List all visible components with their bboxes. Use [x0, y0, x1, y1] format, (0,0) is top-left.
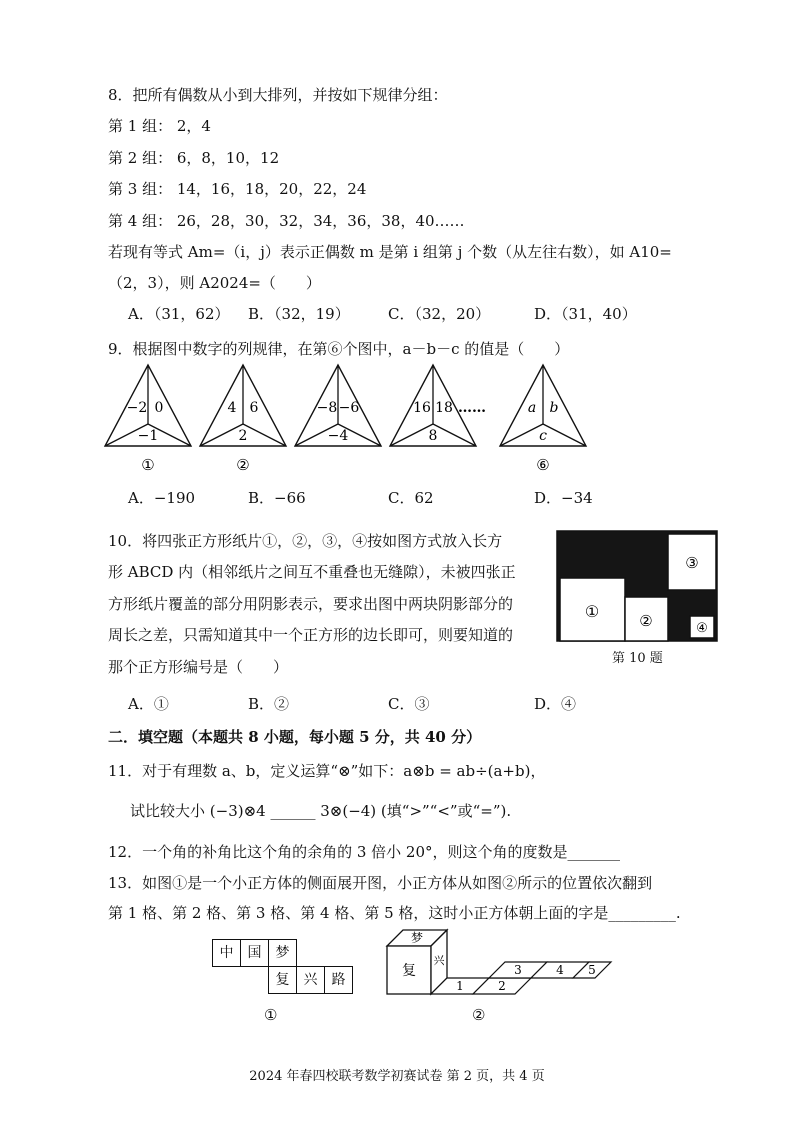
square-1-label: ① — [584, 602, 600, 621]
net-cell-zhong: 中 — [212, 939, 241, 967]
q8-condition-line2: （2，3），则 A2024=（ ） — [108, 274, 321, 292]
q13-line-1: 13．如图①是一个小正方体的侧面展开图，小正方体从如图②所示的位置依次翻到 — [108, 874, 653, 892]
triangle-right-number: b — [549, 400, 559, 416]
triangle-bottom-number: −4 — [327, 428, 349, 444]
q8-group-1: 第 1 组： 2，4 — [108, 117, 211, 135]
q12-line: 12．一个角的补角比这个角的余角的 3 倍小 20°，则这个角的度数是_______ — [108, 843, 621, 861]
ellipsis: …… — [458, 400, 486, 416]
q8-group-4: 第 4 组： 26，28，30，32，34，36，38，40…… — [108, 212, 465, 230]
triangle-left-number: 4 — [227, 400, 237, 416]
triangle-right-number: 0 — [154, 400, 164, 416]
q9-option-a: A．−190 — [128, 489, 196, 507]
roll-cell-number: 1 — [456, 979, 464, 993]
triangle-bottom-number: −1 — [137, 428, 159, 444]
q11-line-2: 试比较大小 (−3)⊗4 ______ 3⊗(−4) (填“>”“<”或“=”). — [130, 802, 512, 820]
square-3-label: ③ — [685, 554, 699, 572]
section-2-title: 二．填空题（本题共 8 小题，每小题 5 分，共 40 分） — [108, 728, 482, 746]
q8-group-3: 第 3 组： 14，16，18，20，22，24 — [108, 180, 367, 198]
q10-line-5: 那个正方形编号是（ ） — [108, 658, 289, 676]
triangle-left-number: −2 — [126, 400, 148, 416]
q8-stem: 8．把所有偶数从小到大排列，并按如下规律分组： — [108, 86, 448, 104]
cube-front-char: 复 — [402, 963, 416, 979]
triangle-figure-label: ⑥ — [536, 456, 550, 474]
triangle-figure-3 — [295, 365, 381, 446]
q10-line-4: 周长之差，只需知道其中一个正方形的边长即可，则要知道的 — [108, 626, 514, 644]
triangle-bottom-number: 2 — [238, 428, 248, 444]
triangle-figure-1 — [105, 365, 191, 474]
q10-option-b: B．② — [248, 695, 290, 713]
q8-condition-line1: 若现有等式 Am=（i，j）表示正偶数 m 是第 i 组第 j 个数（从左往右数），如 A10= — [108, 243, 672, 261]
triangle-figure-5 — [500, 365, 586, 474]
q10-line-1: 10．将四张正方形纸片①，②，③，④按如图方式放入长方 — [108, 532, 503, 550]
q10-line-2: 形 ABCD 内（相邻纸片之间互不重叠也无缝隙），未被四张正 — [108, 563, 516, 581]
net-cell-lu: 路 — [324, 966, 353, 994]
triangle-bottom-number: 8 — [428, 428, 438, 444]
square-4-label: ④ — [696, 621, 708, 636]
q11-line-1: 11．对于有理数 a、b，定义运算“⊗”如下：a⊗b = ab÷(a+b)， — [108, 762, 546, 780]
roll-cell-number: 2 — [498, 979, 506, 993]
q9-option-b: B．−66 — [248, 489, 306, 507]
q10-line-3: 方形纸片覆盖的部分用阴影表示，要求出图中两块阴影部分的 — [108, 595, 514, 613]
q10-rectangle-figure — [556, 530, 724, 648]
net-cell-xing: 兴 — [296, 966, 325, 994]
figure-1-label: ① — [264, 1006, 278, 1024]
q9-option-c: C．62 — [388, 489, 434, 507]
triangle-left-number: 16 — [413, 400, 431, 416]
figure-2-label: ② — [472, 1006, 486, 1024]
q10-option-a: A．① — [128, 695, 169, 713]
page-footer: 2024 年春四校联考数学初赛试卷 第 2 页，共 4 页 — [249, 1069, 545, 1084]
roll-cell-number: 5 — [588, 963, 596, 977]
triangle-left-number: −8 — [316, 400, 338, 416]
roll-cell-number: 3 — [514, 963, 522, 977]
cube-side-char: 兴 — [433, 954, 445, 967]
square-2-label: ② — [639, 612, 653, 630]
net-cell-guo: 国 — [240, 939, 269, 967]
q13-line-2: 第 1 格、第 2 格、第 3 格、第 4 格、第 5 格，这时小正方体朝上面的字是_________. — [108, 904, 681, 922]
q10-caption: 第 10 题 — [612, 651, 663, 666]
q9-triangle-figures — [100, 362, 600, 477]
triangle-figure-label: ① — [141, 456, 155, 474]
net-cell-fu: 复 — [268, 966, 297, 994]
roll-cell-number: 4 — [556, 963, 564, 977]
cube-roll-figure — [383, 924, 613, 1004]
triangle-figure-label: ② — [236, 456, 250, 474]
q8-group-2: 第 2 组： 6，8，10，12 — [108, 149, 280, 167]
triangle-right-number: −6 — [338, 400, 360, 416]
triangle-left-number: a — [527, 400, 537, 416]
triangle-right-number: 6 — [249, 400, 259, 416]
triangle-figure-2 — [200, 365, 286, 474]
q9-option-d: D．−34 — [534, 489, 593, 507]
q10-option-d: D．④ — [534, 695, 577, 713]
q8-option-b: B．（32，19） — [248, 305, 350, 323]
q9-stem: 9．根据图中数字的列规律，在第⑥个图中，a－b－c 的值是（ ） — [108, 340, 570, 358]
q10-option-c: C．③ — [388, 695, 430, 713]
q8-option-d: D．（31，40） — [534, 305, 637, 323]
triangle-bottom-number: c — [539, 428, 547, 444]
q8-option-a: A．（31，62） — [128, 305, 230, 323]
q8-option-c: C．（32，20） — [388, 305, 491, 323]
cube-top-char: 梦 — [410, 931, 424, 945]
net-cell-meng: 梦 — [268, 939, 297, 967]
triangle-right-number: 18 — [435, 400, 453, 416]
